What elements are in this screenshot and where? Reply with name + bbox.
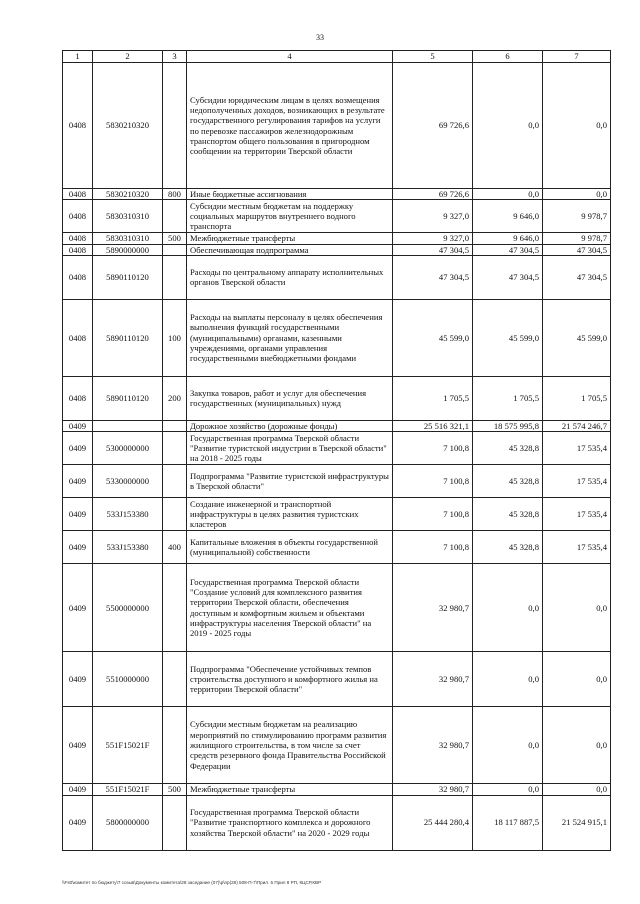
description-cell: Государственная программа Тверской области "Развитие транспортного комплекса и дорожного хозяйства Тверской области" на 2020 - 2029 годы xyxy=(187,795,393,850)
amount-col6-cell: 0,0 xyxy=(473,564,543,652)
expense-type-cell: 400 xyxy=(163,531,187,564)
amount-col5-cell: 32 980,7 xyxy=(393,652,473,707)
section-code-cell: 0409 xyxy=(63,564,93,652)
section-code-cell: 0409 xyxy=(63,652,93,707)
amount-col5-cell: 7 100,8 xyxy=(393,531,473,564)
target-code-cell: 5830210320 xyxy=(93,189,163,200)
amount-col7-cell: 21 524 915,1 xyxy=(543,795,611,850)
amount-col6-cell: 0,0 xyxy=(473,63,543,189)
amount-col5-cell: 7 100,8 xyxy=(393,465,473,498)
expense-type-cell xyxy=(163,498,187,531)
target-code-cell: 533J153380 xyxy=(93,498,163,531)
page-number: 33 xyxy=(316,33,324,42)
description-cell: Государственная программа Тверской области "Развитие туристской индустрии в Тверской области" на 2018 - 2025 годы xyxy=(187,432,393,465)
section-code-cell: 0409 xyxy=(63,465,93,498)
description-cell: Субсидии юридическим лицам в целях возмещения недополученных доходов, возникающих в результате государственного регулирования тарифов на услуги по перевозке пассажиров железнодорожным транспортом общего пользования в пригородном сообщении на территории Тверской области xyxy=(187,63,393,189)
target-code-cell: 5890110120 xyxy=(93,255,163,299)
expense-type-cell xyxy=(163,707,187,784)
description-cell: Расходы по центральному аппарату исполнительных органов Тверской области xyxy=(187,255,393,299)
amount-col6-cell: 9 646,0 xyxy=(473,200,543,233)
amount-col5-cell: 9 327,0 xyxy=(393,200,473,233)
description-cell: Подпрограмма "Развитие туристской инфраструктуры в Тверской области" xyxy=(187,465,393,498)
description-cell: Создание инженерной и транспортной инфраструктуры в целях развития туристских кластеров xyxy=(187,498,393,531)
description-cell: Субсидии местным бюджетам на поддержку социальных маршрутов внутреннего водного транспорта xyxy=(187,200,393,233)
column-header: 7 xyxy=(543,51,611,63)
table-row xyxy=(63,299,611,376)
amount-col6-cell: 45 328,8 xyxy=(473,498,543,531)
amount-col7-cell: 9 978,7 xyxy=(543,200,611,233)
section-code-cell: 0409 xyxy=(63,498,93,531)
table-row xyxy=(63,420,611,431)
target-code-cell: 5890000000 xyxy=(93,244,163,255)
amount-col6-cell: 45 328,8 xyxy=(473,531,543,564)
amount-col7-cell: 17 535,4 xyxy=(543,531,611,564)
table-row xyxy=(63,652,611,707)
amount-col7-cell: 47 304,5 xyxy=(543,255,611,299)
amount-col5-cell: 47 304,5 xyxy=(393,244,473,255)
target-code-cell: 533J153380 xyxy=(93,531,163,564)
amount-col6-cell: 0,0 xyxy=(473,784,543,795)
table-row xyxy=(63,564,611,652)
amount-col6-cell: 0,0 xyxy=(473,707,543,784)
expense-type-cell: 800 xyxy=(163,189,187,200)
amount-col5-cell: 25 444 280,4 xyxy=(393,795,473,850)
target-code-cell: 5890110120 xyxy=(93,299,163,376)
target-code-cell: 551F15021F xyxy=(93,784,163,795)
table-row xyxy=(63,233,611,244)
amount-col7-cell: 0,0 xyxy=(543,707,611,784)
description-cell: Дорожное хозяйство (дорожные фонды) xyxy=(187,420,393,431)
section-code-cell: 0408 xyxy=(63,376,93,420)
table-header-row xyxy=(63,51,611,63)
description-cell: Межбюджетные трансферты xyxy=(187,784,393,795)
expense-type-cell xyxy=(163,465,187,498)
table-row xyxy=(63,498,611,531)
section-code-cell: 0408 xyxy=(63,299,93,376)
column-header: 4 xyxy=(187,51,393,63)
description-cell: Иные бюджетные ассигнования xyxy=(187,189,393,200)
amount-col7-cell: 0,0 xyxy=(543,63,611,189)
amount-col5-cell: 9 327,0 xyxy=(393,233,473,244)
budget-table xyxy=(62,50,611,851)
target-code-cell: 5830310310 xyxy=(93,233,163,244)
amount-col7-cell: 45 599,0 xyxy=(543,299,611,376)
table-row xyxy=(63,795,611,850)
section-code-cell: 0408 xyxy=(63,63,93,189)
target-code-cell: 5330000000 xyxy=(93,465,163,498)
description-cell: Расходы на выплаты персоналу в целях обеспечения выполнения функций государственными (муниципальными) органами, казенными учреждениями, органами управления государственными внебюджетными фондами xyxy=(187,299,393,376)
table-row xyxy=(63,531,611,564)
expense-type-cell: 500 xyxy=(163,233,187,244)
target-code-cell: 5830210320 xyxy=(93,63,163,189)
table-row xyxy=(63,244,611,255)
target-code-cell: 5890110120 xyxy=(93,376,163,420)
amount-col6-cell: 0,0 xyxy=(473,189,543,200)
amount-col6-cell: 47 304,5 xyxy=(473,244,543,255)
amount-col6-cell: 1 705,5 xyxy=(473,376,543,420)
table-row xyxy=(63,784,611,795)
section-code-cell: 0408 xyxy=(63,200,93,233)
section-code-cell: 0409 xyxy=(63,795,93,850)
file-path-footer: \\Fs0\комитет по бюджету\7 созыв\Документы комитета\28 заседание (07)\p\пр(28) 508-П-7\Прил. 5 Прил 8 РП, КЦСР,КВР xyxy=(62,880,322,885)
expense-type-cell: 100 xyxy=(163,299,187,376)
table-row xyxy=(63,63,611,189)
section-code-cell: 0408 xyxy=(63,244,93,255)
section-code-cell: 0408 xyxy=(63,233,93,244)
amount-col5-cell: 69 726,6 xyxy=(393,189,473,200)
column-header: 6 xyxy=(473,51,543,63)
expense-type-cell xyxy=(163,564,187,652)
table-row xyxy=(63,376,611,420)
amount-col6-cell: 9 646,0 xyxy=(473,233,543,244)
amount-col7-cell: 0,0 xyxy=(543,189,611,200)
column-header: 5 xyxy=(393,51,473,63)
column-header: 1 xyxy=(63,51,93,63)
expense-type-cell xyxy=(163,432,187,465)
table-row xyxy=(63,255,611,299)
expense-type-cell xyxy=(163,795,187,850)
target-code-cell: 551F15021F xyxy=(93,707,163,784)
expense-type-cell xyxy=(163,420,187,431)
expense-type-cell xyxy=(163,652,187,707)
expense-type-cell xyxy=(163,63,187,189)
amount-col6-cell: 47 304,5 xyxy=(473,255,543,299)
amount-col7-cell: 17 535,4 xyxy=(543,465,611,498)
description-cell: Подпрограмма "Обеспечение устойчивых темпов строительства доступного и комфортного жилья на территории Тверской области" xyxy=(187,652,393,707)
amount-col6-cell: 18 575 995,8 xyxy=(473,420,543,431)
amount-col5-cell: 25 516 321,1 xyxy=(393,420,473,431)
amount-col6-cell: 45 599,0 xyxy=(473,299,543,376)
amount-col7-cell: 21 574 246,7 xyxy=(543,420,611,431)
expense-type-cell: 500 xyxy=(163,784,187,795)
amount-col7-cell: 9 978,7 xyxy=(543,233,611,244)
target-code-cell: 5510000000 xyxy=(93,652,163,707)
amount-col7-cell: 1 705,5 xyxy=(543,376,611,420)
table-row xyxy=(63,465,611,498)
description-cell: Государственная программа Тверской области "Создание условий для комплексного развития территории Тверской области, обеспечения доступным и комфортным жильем и объектами инфраструктуры населения Тверской области" на 2019 - 2025 годы xyxy=(187,564,393,652)
target-code-cell: 5300000000 xyxy=(93,432,163,465)
section-code-cell: 0409 xyxy=(63,531,93,564)
column-header: 2 xyxy=(93,51,163,63)
target-code-cell xyxy=(93,420,163,431)
amount-col7-cell: 17 535,4 xyxy=(543,432,611,465)
amount-col5-cell: 7 100,8 xyxy=(393,498,473,531)
amount-col6-cell: 45 328,8 xyxy=(473,465,543,498)
section-code-cell: 0408 xyxy=(63,255,93,299)
table-row xyxy=(63,200,611,233)
amount-col7-cell: 0,0 xyxy=(543,784,611,795)
description-cell: Субсидии местным бюджетам на реализацию мероприятий по стимулированию программ развития жилищного строительства, в том числе за счет средств резервного фонда Правительства Российской Федерации xyxy=(187,707,393,784)
table-row xyxy=(63,707,611,784)
amount-col7-cell: 0,0 xyxy=(543,564,611,652)
section-code-cell: 0409 xyxy=(63,420,93,431)
column-header: 3 xyxy=(163,51,187,63)
amount-col7-cell: 17 535,4 xyxy=(543,498,611,531)
amount-col5-cell: 32 980,7 xyxy=(393,564,473,652)
amount-col6-cell: 45 328,8 xyxy=(473,432,543,465)
amount-col6-cell: 0,0 xyxy=(473,652,543,707)
amount-col6-cell: 18 117 887,5 xyxy=(473,795,543,850)
description-cell: Обеспечивающая подпрограмма xyxy=(187,244,393,255)
expense-type-cell xyxy=(163,200,187,233)
target-code-cell: 5500000000 xyxy=(93,564,163,652)
section-code-cell: 0409 xyxy=(63,707,93,784)
expense-type-cell: 200 xyxy=(163,376,187,420)
amount-col5-cell: 45 599,0 xyxy=(393,299,473,376)
description-cell: Капитальные вложения в объекты государственной (муниципальной) собственности xyxy=(187,531,393,564)
amount-col5-cell: 1 705,5 xyxy=(393,376,473,420)
target-code-cell: 5830310310 xyxy=(93,200,163,233)
section-code-cell: 0408 xyxy=(63,189,93,200)
amount-col5-cell: 32 980,7 xyxy=(393,707,473,784)
description-cell: Межбюджетные трансферты xyxy=(187,233,393,244)
amount-col7-cell: 47 304,5 xyxy=(543,244,611,255)
amount-col5-cell: 7 100,8 xyxy=(393,432,473,465)
amount-col7-cell: 0,0 xyxy=(543,652,611,707)
section-code-cell: 0409 xyxy=(63,784,93,795)
amount-col5-cell: 69 726,6 xyxy=(393,63,473,189)
table-row xyxy=(63,432,611,465)
expense-type-cell xyxy=(163,244,187,255)
expense-type-cell xyxy=(163,255,187,299)
description-cell: Закупка товаров, работ и услуг для обеспечения государственных (муниципальных) нужд xyxy=(187,376,393,420)
amount-col5-cell: 47 304,5 xyxy=(393,255,473,299)
target-code-cell: 5800000000 xyxy=(93,795,163,850)
amount-col5-cell: 32 980,7 xyxy=(393,784,473,795)
table-row xyxy=(63,189,611,200)
section-code-cell: 0409 xyxy=(63,432,93,465)
